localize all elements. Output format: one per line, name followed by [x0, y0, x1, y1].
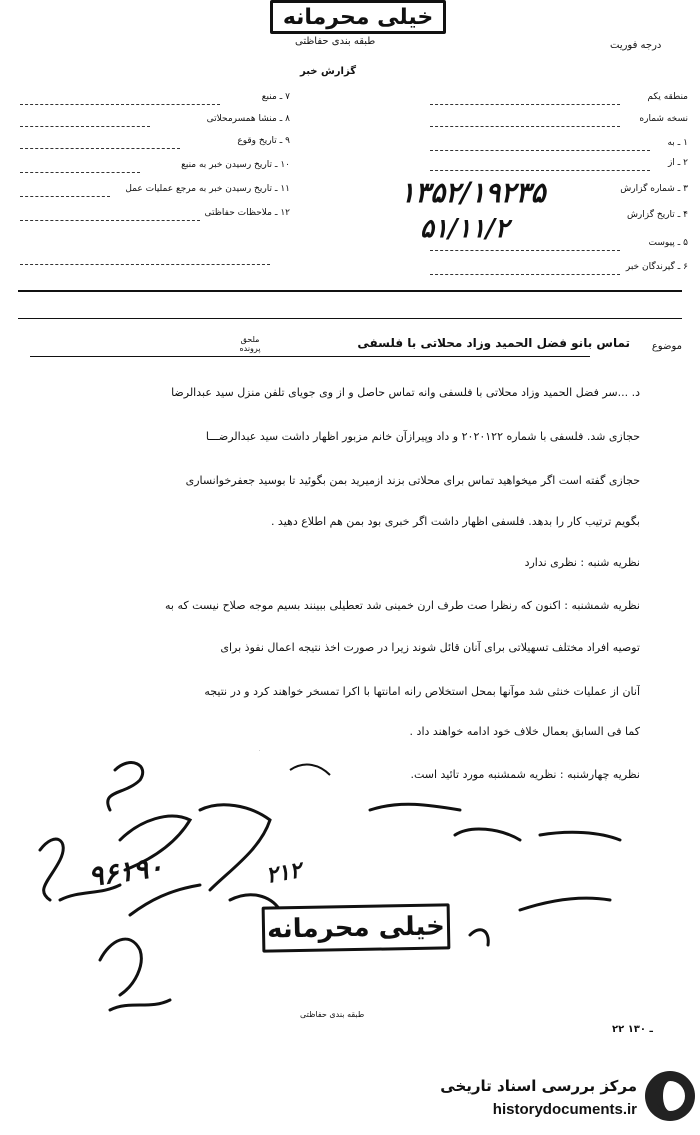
divider — [18, 290, 682, 292]
subject-side-note: ملحق پرونده — [239, 335, 261, 353]
handwritten-number: ۹۶۱۹۰ — [86, 849, 166, 894]
field-region: منطقه یکم — [647, 92, 688, 102]
field-line — [20, 148, 180, 149]
field-line — [20, 220, 200, 221]
field-line — [20, 172, 140, 173]
field-occurrence-date: ۹ ـ تاریخ وقوع — [237, 136, 290, 146]
field-origin: ۸ ـ منشا همسرمحلاتی — [206, 114, 290, 124]
body-line: نظریه شنبه : نظری ندارد — [524, 556, 640, 569]
body-line: نظریه چهارشنبه : نظریه شمشنبه مورد تائید است. — [410, 768, 640, 781]
field-line — [430, 274, 620, 275]
subject-underline — [30, 356, 590, 357]
divider — [18, 318, 682, 319]
handwritten-report-number: ۱۳۵۲/۱۹۲۳۵ — [400, 176, 546, 209]
field-line — [20, 264, 270, 265]
field-source: ۷ ـ منبع — [261, 92, 290, 102]
field-copy-number: نسخه شماره — [639, 114, 688, 124]
classification-subtitle: طبقه بندی حفاظتی — [295, 36, 376, 47]
body-line: بگویم ترتیب کار را بدهد. فلسفی اظهار داشت اگر خبری بود بمن هم اطلاع دهید . — [270, 515, 640, 528]
field-line — [430, 126, 620, 127]
subject-label: موضوع — [651, 341, 682, 352]
classification-stamp-top: خیلی محرمانه — [270, 0, 446, 34]
body-line: توصیه افراد مختلف تسهیلاتی برای آنان قائل شوند زیرا در صورت اخذ نتیجه اعمال نفوذ برای — [220, 641, 640, 654]
footer-classification: طبقه بندی حفاظتی — [300, 1010, 365, 1019]
handwritten-report-date: ۵۱/۱۱/۲ — [420, 214, 509, 244]
field-source-date: ۱۰ ـ تاریخ رسیدن خبر به منبع — [181, 160, 290, 170]
field-recipients: ۶ ـ گیرندگان خبر — [625, 262, 688, 272]
field-line — [20, 196, 110, 197]
page-code: ۲۲ ـ ۱۳۰ — [612, 1024, 653, 1035]
field-security-notes: ۱۲ ـ ملاحظات حفاظتی — [204, 208, 290, 218]
classification-stamp-bottom: خیلی محرمانه — [262, 903, 451, 952]
body-line: حجازی شد. فلسفی با شماره ۲۰۲۰۱۲۲ و داد وپیرازآن خانم مزبور اظهار داشت سید عبدالرضـــا — [205, 430, 640, 443]
field-line — [430, 104, 620, 105]
body-line: نظریه شمشنبه : اکنون که رنظرا صت طرف ارن خمینی شد تعطیلی ببینند بسیم موجه صلاح نیست که به — [165, 599, 640, 612]
body-line: آنان از عملیات خنثی شد موآنها بمحل استخلاص رانه امانتها با اکرا تمسخر خواهند کرد و در نتیجه — [204, 685, 640, 698]
field-attachment: ۵ ـ پیوست — [648, 238, 688, 248]
archive-logo-persian: مرکز بررسی اسناد تاریخی — [440, 1077, 637, 1095]
body-line: حجازی گفته است اگر میخواهید تماس برای محلاتی بزند ازمیرید بمن بگوئید تا بوسید جعفرخوانساری — [185, 474, 640, 487]
archive-logo[interactable] — [410, 1065, 695, 1127]
field-report-date: ۴ ـ تاریخ گزارش — [626, 210, 688, 220]
subject-text: تماس بانو فضل الحمید وزاد محلاتی با فلسفی — [357, 336, 630, 350]
report-title: گزارش خبر — [300, 66, 357, 77]
field-line — [430, 170, 650, 171]
field-ops-date: ۱۱ ـ تاریخ رسیدن خبر به مرجع عملیات عمل — [125, 184, 290, 194]
archive-logo-url[interactable]: historydocuments.ir — [492, 1101, 637, 1118]
field-line — [430, 250, 620, 251]
body-line: د. ...سر فضل الحمید وزاد محلاتی با فلسفی وانه تماس حاصل و از وی جویای تلفن منزل سید عبدالرضا — [171, 386, 640, 399]
field-line — [20, 104, 220, 105]
field-from: ۲ ـ از — [667, 158, 688, 168]
field-to: ۱ ـ به — [667, 138, 688, 148]
field-line — [430, 150, 650, 151]
body-line: کما فی السابق بعمال خلاف خود ادامه خواهند داد . — [409, 725, 640, 738]
field-report-number: ۳ ـ شماره گزارش — [620, 184, 688, 194]
archive-logo-icon — [645, 1071, 695, 1121]
priority-label: درجه فوریت — [610, 40, 662, 51]
field-line — [20, 126, 150, 127]
handwritten-stamp-number: ۲۱۲ — [264, 857, 304, 889]
